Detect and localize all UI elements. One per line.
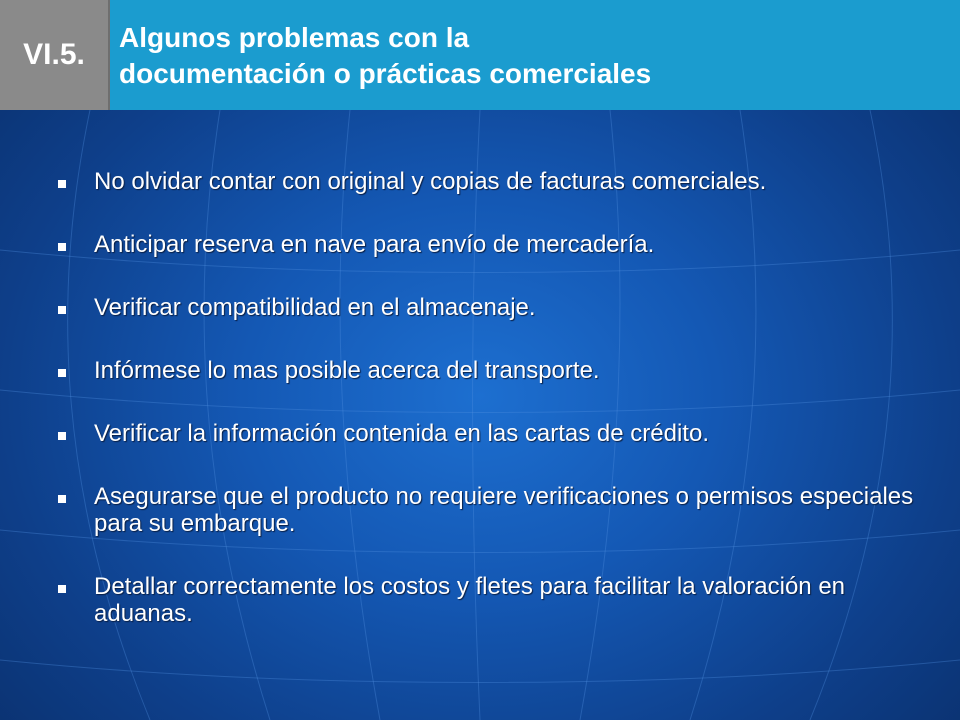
bullet-text: Asegurarse que el producto no requiere verificaciones o permisos especiales para su embarque. bbox=[94, 483, 914, 537]
bullet-text: Infórmese lo mas posible acerca del transporte. bbox=[94, 357, 600, 384]
square-bullet-icon bbox=[58, 243, 66, 251]
slide-title bbox=[119, 20, 939, 92]
section-number: VI.5. bbox=[23, 38, 85, 71]
bullet-text: Detallar correctamente los costos y fletes para facilitar la valoración en aduanas. bbox=[94, 573, 846, 627]
square-bullet-icon bbox=[58, 306, 66, 314]
square-bullet-icon bbox=[58, 369, 66, 377]
bullet-item bbox=[56, 483, 916, 537]
section-number-box bbox=[0, 0, 110, 110]
square-bullet-icon bbox=[58, 432, 66, 440]
bullet-item bbox=[56, 573, 916, 627]
bullet-list bbox=[56, 168, 916, 627]
slide-title-line-2: documentación o prácticas comerciales bbox=[119, 58, 652, 89]
bullet-text: No olvidar contar con original y copias de facturas comerciales. bbox=[94, 168, 767, 195]
bullet-text: Verificar compatibilidad en el almacenaje. bbox=[94, 294, 536, 321]
bullet-item bbox=[56, 420, 916, 447]
bullet-item bbox=[56, 357, 916, 384]
bullet-text: Verificar la información contenida en las cartas de crédito. bbox=[94, 420, 709, 447]
square-bullet-icon bbox=[58, 585, 66, 593]
square-bullet-icon bbox=[58, 180, 66, 188]
bullet-item bbox=[56, 294, 916, 321]
bullet-item bbox=[56, 231, 916, 258]
square-bullet-icon bbox=[58, 495, 66, 503]
title-bar bbox=[0, 0, 960, 110]
slide-title-line-1: Algunos problemas con la bbox=[119, 22, 470, 53]
bullet-text: Anticipar reserva en nave para envío de mercadería. bbox=[94, 231, 655, 258]
bullet-item bbox=[56, 168, 916, 195]
